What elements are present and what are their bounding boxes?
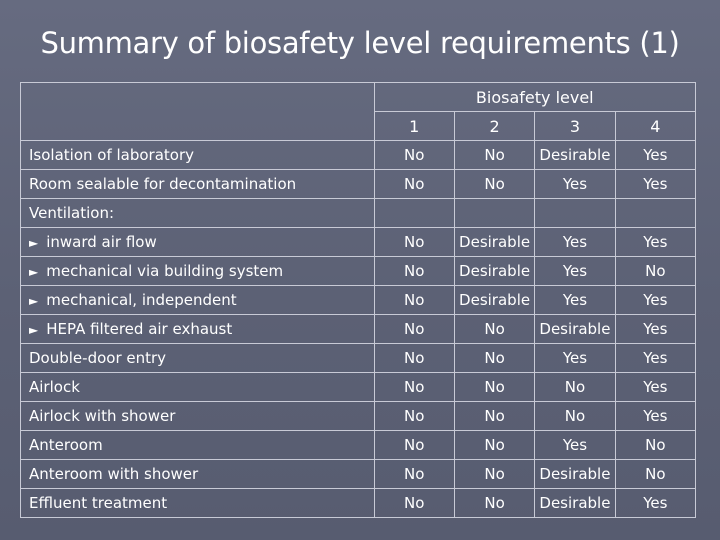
row-label-cell	[21, 170, 375, 199]
row-label: mechanical via building system	[46, 262, 284, 280]
table-row	[21, 170, 696, 199]
table-row	[21, 344, 696, 373]
table-row	[21, 199, 696, 228]
level-3-value: Yes	[535, 228, 615, 257]
row-label-cell	[21, 489, 375, 518]
level-3-value: Yes	[535, 257, 615, 286]
level-1-value: No	[374, 489, 454, 518]
level-2-value: Desirable	[454, 228, 534, 257]
level-4-value: No	[615, 257, 695, 286]
level-3-value: Desirable	[535, 141, 615, 170]
level-2-header: 2	[454, 112, 534, 141]
level-2-value: No	[454, 170, 534, 199]
row-label-cell	[21, 460, 375, 489]
level-4-value: Yes	[615, 373, 695, 402]
level-3-value: Yes	[535, 286, 615, 315]
level-2-value: No	[454, 373, 534, 402]
table-row	[21, 460, 696, 489]
level-4-value: Yes	[615, 402, 695, 431]
level-4-value: Yes	[615, 170, 695, 199]
row-label: Isolation of laboratory	[29, 146, 195, 164]
row-label-cell	[21, 344, 375, 373]
level-3-header: 3	[535, 112, 615, 141]
level-3-value	[535, 199, 615, 228]
row-label: Effluent treatment	[29, 494, 168, 512]
level-3-value: Yes	[535, 431, 615, 460]
row-label-cell	[21, 141, 375, 170]
row-label: Airlock	[29, 378, 80, 396]
row-label: Anteroom with shower	[29, 465, 199, 483]
level-2-value: Desirable	[454, 286, 534, 315]
level-2-value: No	[454, 489, 534, 518]
level-3-value: Desirable	[535, 489, 615, 518]
level-2-value: No	[454, 141, 534, 170]
row-label-cell	[21, 431, 375, 460]
row-label: inward air flow	[46, 233, 157, 251]
table-row	[21, 286, 696, 315]
level-4-value: Yes	[615, 228, 695, 257]
level-2-value: No	[454, 344, 534, 373]
level-1-value	[374, 199, 454, 228]
row-label: mechanical, independent	[46, 291, 237, 309]
table-row	[21, 315, 696, 344]
level-1-value: No	[374, 460, 454, 489]
row-label-cell	[21, 315, 375, 344]
row-label-cell	[21, 373, 375, 402]
level-4-value: Yes	[615, 141, 695, 170]
row-label: Ventilation:	[29, 204, 115, 222]
level-3-value: No	[535, 402, 615, 431]
row-label-cell	[21, 286, 375, 315]
row-label: Airlock with shower	[29, 407, 176, 425]
table-row	[21, 489, 696, 518]
table-row	[21, 373, 696, 402]
level-4-value	[615, 199, 695, 228]
table-header-row	[21, 83, 696, 112]
bullet-arrow-icon: ►	[29, 294, 39, 308]
level-1-value: No	[374, 228, 454, 257]
table-row	[21, 228, 696, 257]
level-1-value: No	[374, 373, 454, 402]
bullet-arrow-icon: ►	[29, 236, 39, 250]
row-label: HEPA filtered air exhaust	[46, 320, 233, 338]
bullet-arrow-icon: ►	[29, 265, 39, 279]
level-2-value: No	[454, 315, 534, 344]
level-2-value: Desirable	[454, 257, 534, 286]
row-label: Double-door entry	[29, 349, 167, 367]
bullet-arrow-icon: ►	[29, 323, 39, 337]
header-blank-cell	[21, 83, 375, 141]
level-2-value: No	[454, 460, 534, 489]
level-1-value: No	[374, 315, 454, 344]
table-row	[21, 257, 696, 286]
level-3-value: Yes	[535, 344, 615, 373]
level-3-value: No	[535, 373, 615, 402]
level-3-value: Desirable	[535, 460, 615, 489]
requirements-table	[20, 82, 696, 518]
level-2-value	[454, 199, 534, 228]
level-3-value: Desirable	[535, 315, 615, 344]
row-label-cell	[21, 257, 375, 286]
table-row	[21, 141, 696, 170]
level-1-header: 1	[374, 112, 454, 141]
level-2-value: No	[454, 402, 534, 431]
level-1-value: No	[374, 257, 454, 286]
level-3-value: Yes	[535, 170, 615, 199]
level-1-value: No	[374, 344, 454, 373]
level-1-value: No	[374, 141, 454, 170]
level-4-value: Yes	[615, 344, 695, 373]
level-4-value: Yes	[615, 315, 695, 344]
row-label: Anteroom	[29, 436, 103, 454]
row-label-cell	[21, 228, 375, 257]
level-4-value: Yes	[615, 286, 695, 315]
level-1-value: No	[374, 431, 454, 460]
level-2-value: No	[454, 431, 534, 460]
table-row	[21, 431, 696, 460]
level-4-header: 4	[615, 112, 695, 141]
row-label-cell	[21, 199, 375, 228]
row-label-cell	[21, 402, 375, 431]
level-4-value: No	[615, 431, 695, 460]
row-label: Room sealable for decontamination	[29, 175, 297, 193]
level-4-value: Yes	[615, 489, 695, 518]
page-title: Summary of biosafety level requirements (1)	[40, 26, 680, 60]
table-row	[21, 402, 696, 431]
level-1-value: No	[374, 402, 454, 431]
level-4-value: No	[615, 460, 695, 489]
biosafety-level-header: Biosafety level	[374, 83, 695, 112]
level-1-value: No	[374, 170, 454, 199]
level-1-value: No	[374, 286, 454, 315]
